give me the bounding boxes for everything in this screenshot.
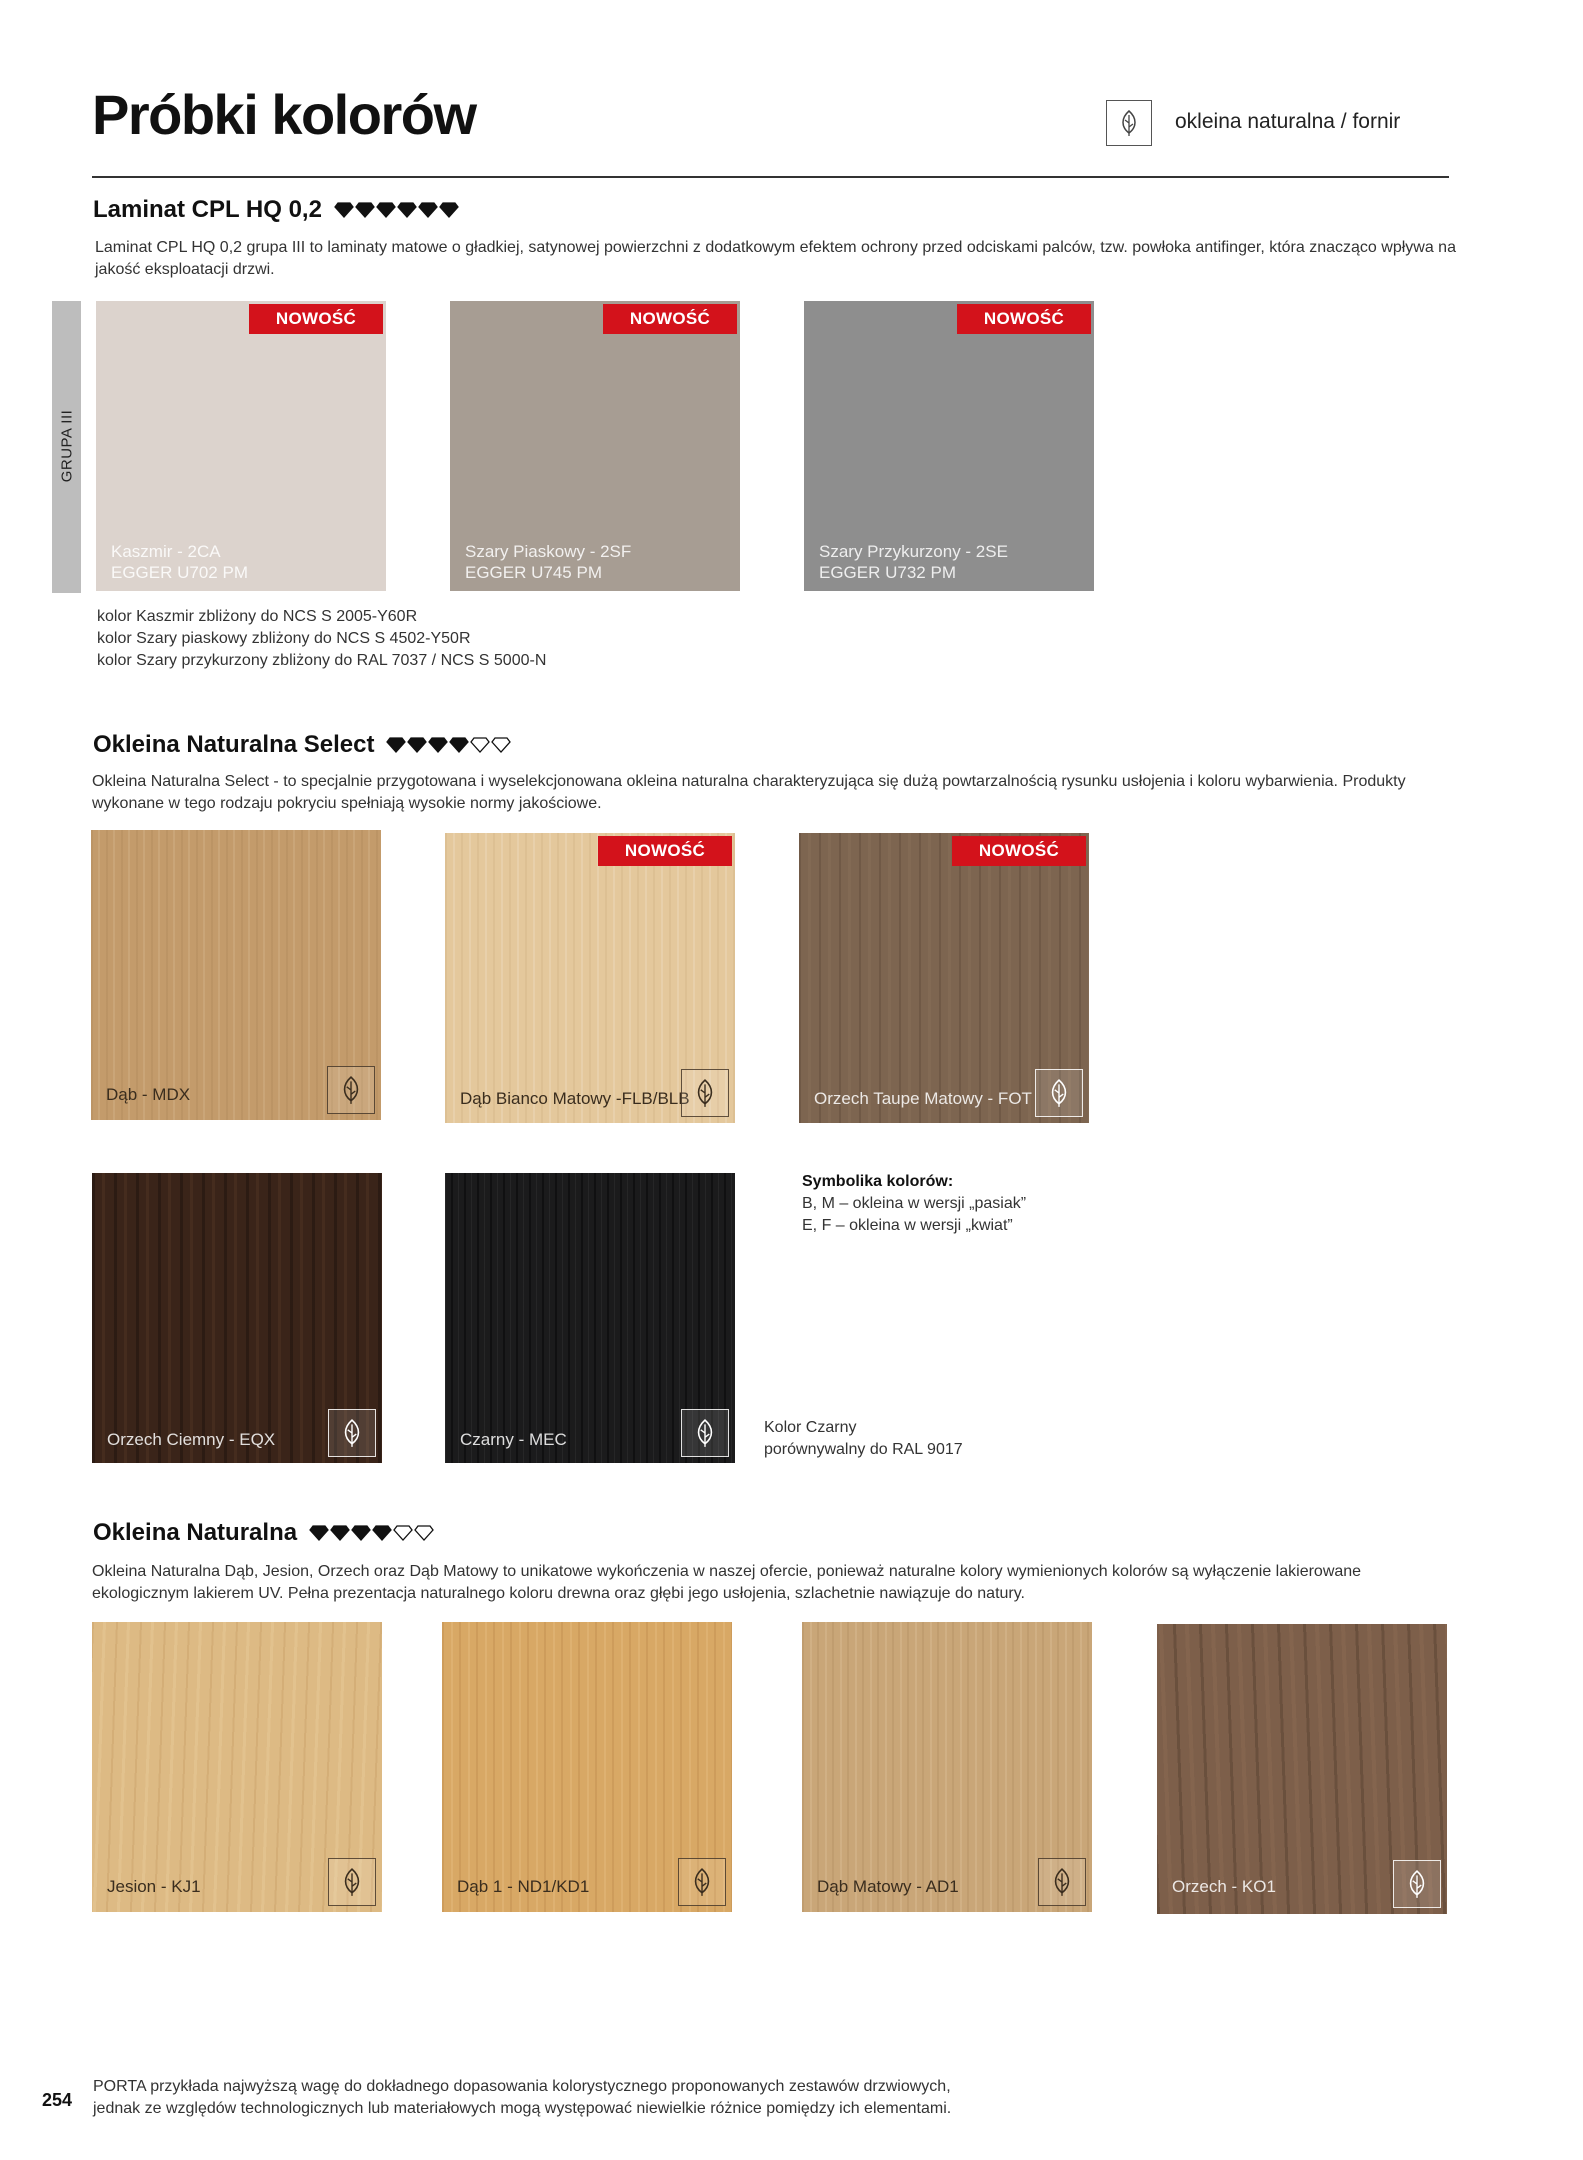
swatch-label bbox=[819, 541, 1008, 583]
swatch-name: Czarny - MEC bbox=[460, 1430, 567, 1449]
section-title-select bbox=[93, 731, 511, 759]
diamond-filled-icon bbox=[351, 1525, 371, 1541]
swatch-label bbox=[111, 541, 248, 583]
diamond-empty-icon bbox=[414, 1525, 434, 1541]
color-note: kolor Szary piaskowy zbliżony do NCS S 4502-Y50R bbox=[97, 630, 471, 647]
leaf-icon bbox=[1035, 1069, 1083, 1117]
diamond-empty-icon bbox=[491, 737, 511, 753]
leaf-icon bbox=[1117, 109, 1141, 137]
swatch-dab-bianco[interactable] bbox=[445, 833, 735, 1123]
symbol-legend bbox=[802, 1171, 1026, 1237]
swatch-jesion[interactable] bbox=[92, 1622, 382, 1912]
swatch-dab-matowy[interactable] bbox=[802, 1622, 1092, 1912]
section-description: Laminat CPL HQ 0,2 grupa III to laminaty matowe o gładkiej, satynowej powierzchni z dodatkowym efektem ochrony przed odciskami palców, tzw. powłoka antifinger, która znacząco wpływa na jakość eksploatacji drzwi. bbox=[95, 239, 1456, 278]
diamond-empty-icon bbox=[393, 1525, 413, 1541]
section-title-text: Okleina Naturalna bbox=[93, 1519, 298, 1546]
swatch-name: Dąb - MDX bbox=[106, 1085, 191, 1104]
footer-disclaimer bbox=[93, 2076, 951, 2120]
diamond-filled-icon bbox=[330, 1525, 350, 1541]
leaf-icon bbox=[1393, 1860, 1441, 1908]
swatch-orzech-taupe[interactable] bbox=[799, 833, 1089, 1123]
diamond-filled-icon bbox=[372, 1525, 392, 1541]
swatch-name: Dąb 1 - ND1/KD1 bbox=[457, 1877, 590, 1896]
diamond-filled-icon bbox=[418, 202, 438, 218]
swatch-czarny[interactable] bbox=[445, 1173, 735, 1463]
swatch-name: Szary Przykurzony - 2SE bbox=[819, 542, 1008, 561]
symbol-legend-line: E, F – okleina w wersji „kwiat” bbox=[802, 1217, 1013, 1234]
swatch-name: Orzech - KO1 bbox=[1172, 1877, 1276, 1896]
swatch-name: Orzech Ciemny - EQX bbox=[107, 1430, 276, 1449]
rating-diamonds bbox=[309, 1525, 434, 1541]
swatch-name: Jesion - KJ1 bbox=[107, 1877, 201, 1896]
leaf-icon bbox=[328, 1409, 376, 1457]
section-title-naturalna bbox=[93, 1519, 434, 1547]
swatch-code: EGGER U745 PM bbox=[465, 563, 602, 582]
group-tab bbox=[52, 301, 81, 593]
color-note: kolor Szary przykurzony zbliżony do RAL 7037 / NCS S 5000-N bbox=[97, 652, 547, 669]
header-divider bbox=[92, 176, 1449, 178]
diamond-filled-icon bbox=[355, 202, 375, 218]
color-note: kolor Kaszmir zbliżony do NCS S 2005-Y60R bbox=[97, 608, 418, 625]
rating-diamonds bbox=[386, 737, 511, 753]
swatch-dab-mdx[interactable] bbox=[91, 830, 381, 1120]
diamond-filled-icon bbox=[386, 737, 406, 753]
black-note-line: Kolor Czarny bbox=[764, 1419, 857, 1436]
legend-label: okleina naturalna / fornir bbox=[1175, 110, 1401, 133]
swatch-name: Orzech Taupe Matowy - FOT bbox=[814, 1089, 1032, 1108]
swatch-label bbox=[465, 541, 631, 583]
black-note-line: porównywalny do RAL 9017 bbox=[764, 1441, 963, 1458]
swatch-szary-piaskowy[interactable] bbox=[450, 301, 740, 591]
page-title: Próbki kolorów bbox=[92, 83, 476, 146]
symbol-legend-title: Symbolika kolorów: bbox=[802, 1173, 954, 1190]
new-badge: NOWOŚĆ bbox=[249, 304, 383, 334]
swatch-code: EGGER U732 PM bbox=[819, 563, 956, 582]
new-badge: NOWOŚĆ bbox=[957, 304, 1091, 334]
new-badge: NOWOŚĆ bbox=[598, 836, 732, 866]
new-badge: NOWOŚĆ bbox=[603, 304, 737, 334]
swatch-orzech[interactable] bbox=[1157, 1624, 1447, 1914]
leaf-icon bbox=[1038, 1858, 1086, 1906]
swatch-name: Dąb Matowy - AD1 bbox=[817, 1877, 959, 1896]
section-title-text: Okleina Naturalna Select bbox=[93, 731, 375, 758]
swatch-kaszmir[interactable] bbox=[96, 301, 386, 591]
diamond-filled-icon bbox=[397, 202, 417, 218]
leaf-icon bbox=[327, 1066, 375, 1114]
rating-diamonds bbox=[334, 202, 459, 218]
swatch-name: Dąb Bianco Matowy -FLB/BLB bbox=[460, 1089, 690, 1108]
leaf-icon bbox=[678, 1858, 726, 1906]
diamond-filled-icon bbox=[439, 202, 459, 218]
black-color-note bbox=[764, 1417, 963, 1461]
legend-leaf-box bbox=[1106, 100, 1152, 146]
diamond-filled-icon bbox=[428, 737, 448, 753]
section-title-text: Laminat CPL HQ 0,2 bbox=[93, 196, 322, 223]
diamond-filled-icon bbox=[334, 202, 354, 218]
diamond-filled-icon bbox=[309, 1525, 329, 1541]
swatch-name: Kaszmir - 2CA bbox=[111, 542, 221, 561]
leaf-icon bbox=[681, 1069, 729, 1117]
swatch-szary-przykurzony[interactable] bbox=[804, 301, 1094, 591]
page-number: 254 bbox=[42, 2090, 73, 2110]
footer-line: jednak ze względów technologicznych lub materiałowych mogą występować niewielkie różnice pomiędzy ich elementami. bbox=[93, 2100, 952, 2117]
swatch-code: EGGER U702 PM bbox=[111, 563, 248, 582]
section-description: Okleina Naturalna Dąb, Jesion, Orzech oraz Dąb Matowy to unikatowe wykończenia w naszej ofercie, ponieważ naturalne kolory wymienionych kolorów są wyłączenie lakierowane ekologicznym lakierem UV. Pełna prezentacja naturalnego koloru drewna oraz głębi jego usłojenia, szlachetnie nawiązuje do natury. bbox=[92, 1563, 1362, 1602]
color-notes bbox=[97, 606, 546, 672]
swatch-name: Szary Piaskowy - 2SF bbox=[465, 542, 632, 561]
swatch-dab-1[interactable] bbox=[442, 1622, 732, 1912]
group-label: GRUPA III bbox=[58, 409, 75, 483]
new-badge: NOWOŚĆ bbox=[952, 836, 1086, 866]
footer-line: PORTA przykłada najwyższą wagę do dokładnego dopasowania kolorystycznego proponowanych zestawów drzwiowych, bbox=[93, 2078, 951, 2095]
section-title-laminat bbox=[93, 196, 459, 224]
diamond-filled-icon bbox=[449, 737, 469, 753]
symbol-legend-line: B, M – okleina w wersji „pasiak” bbox=[802, 1195, 1027, 1212]
leaf-icon bbox=[328, 1858, 376, 1906]
leaf-icon bbox=[681, 1409, 729, 1457]
diamond-filled-icon bbox=[376, 202, 396, 218]
section-description: Okleina Naturalna Select - to specjalnie przygotowana i wyselekcjonowana okleina naturalna charakteryzująca się dużą powtarzalnością rysunku usłojenia i koloru wybarwienia. Produkty wykonane w tego rodzaju pokryciu spełniają wysokie normy jakościowe. bbox=[92, 773, 1406, 812]
swatch-orzech-ciemny[interactable] bbox=[92, 1173, 382, 1463]
diamond-filled-icon bbox=[407, 737, 427, 753]
diamond-empty-icon bbox=[470, 737, 490, 753]
